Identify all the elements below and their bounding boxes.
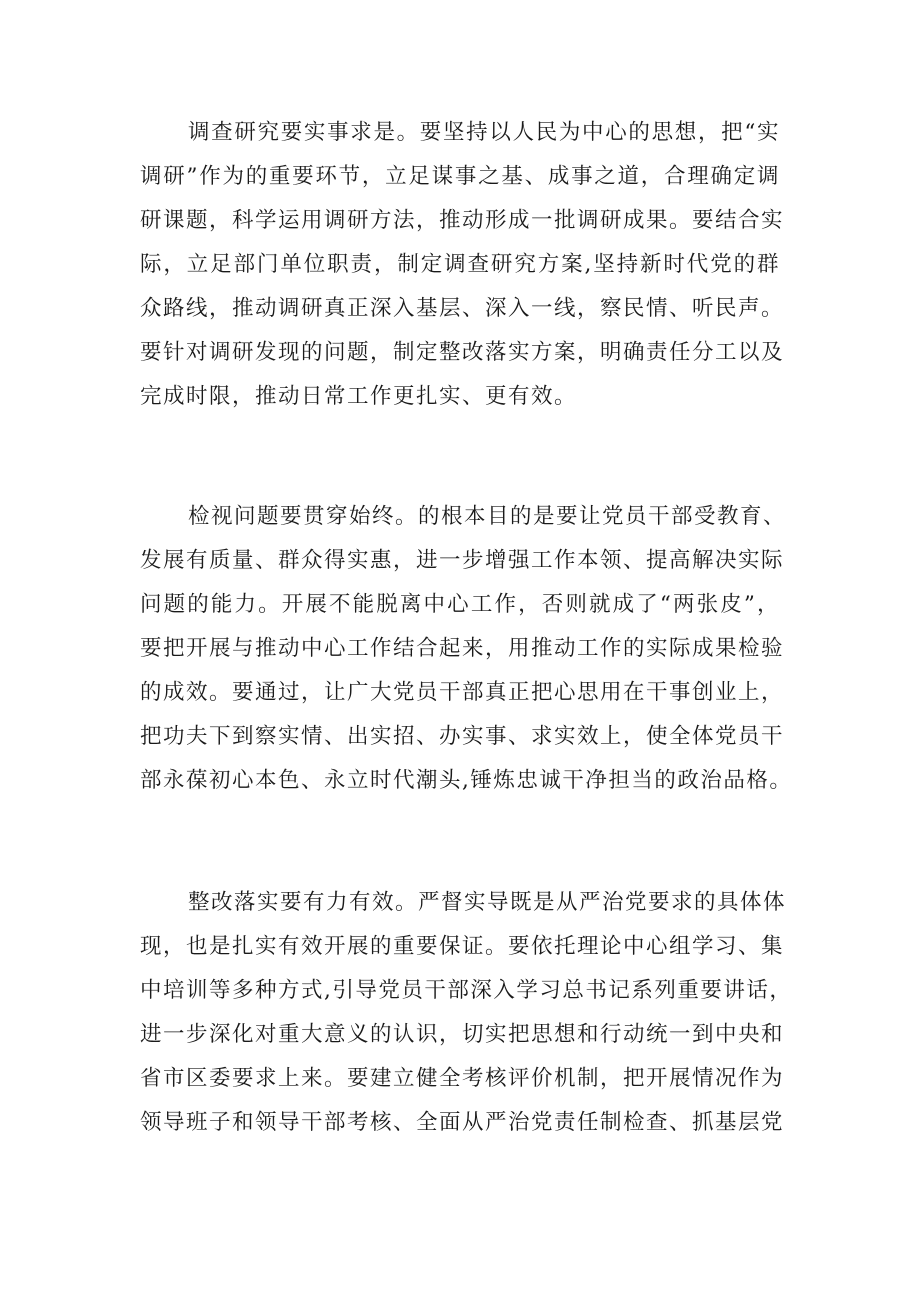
- paragraph-line: 整改落实要有力有效。严督实导既是从严治党要求的具体体: [188, 890, 787, 915]
- paragraph-line: 要把开展与推动中心工作结合起来，用推动工作的实际成果检验: [140, 636, 785, 661]
- paragraph-line: 的成效。要通过，让广大党员干部真正把心思用在干事创业上，: [140, 680, 785, 705]
- paragraph-line: 部永葆初心本色、永立时代潮头,锤炼忠诚干净担当的政治品格。: [140, 768, 793, 793]
- paragraph-line: 领导班子和领导干部考核、全面从严治党责任制检查、抓基层党: [140, 1110, 785, 1135]
- paragraph-line: 中培训等多种方式,引导党员干部深入学习总书记系列重要讲话，: [140, 978, 793, 1003]
- paragraph-line: 进一步深化对重大意义的认识，切实把思想和行动统一到中央和: [140, 1022, 785, 1047]
- paragraph-line: 际，立足部门单位职责，制定调查研究方案,坚持新时代党的群: [140, 252, 780, 277]
- paragraph-line: 现，也是扎实有效开展的重要保证。要依托理论中心组学习、集: [140, 934, 785, 959]
- paragraph-line: 众路线，推动调研真正深入基层、深入一线，察民情、听民声。: [140, 296, 785, 321]
- paragraph-line: 完成时限，推动日常工作更扎实、更有效。: [140, 384, 578, 409]
- paragraph-line: 省市区委要求上来。要建立健全考核评价机制，把开展情况作为: [140, 1066, 785, 1091]
- paragraph-line: 研课题，科学运用调研方法，推动形成一批调研成果。要结合实: [140, 208, 785, 233]
- paragraph-line: 调查研究要实事求是。要坚持以人民为中心的思想，把“实: [188, 120, 780, 145]
- paragraph-line: 检视问题要贯穿始终。的根本目的是要让党员干部受教育、: [188, 504, 787, 529]
- paragraph-line: 问题的能力。开展不能脱离中心工作，否则就成了“两张皮”，: [140, 592, 780, 617]
- paragraph-line: 发展有质量、群众得实惠，进一步增强工作本领、提高解决实际: [140, 548, 785, 573]
- paragraph-line: 把功夫下到察实情、出实招、办实事、求实效上，使全体党员干: [140, 724, 785, 749]
- paragraph-line: 调研”作为的重要环节，立足谋事之基、成事之道，合理确定调: [140, 164, 780, 189]
- paragraph-line: 要针对调研发现的问题，制定整改落实方案，明确责任分工以及: [140, 340, 785, 365]
